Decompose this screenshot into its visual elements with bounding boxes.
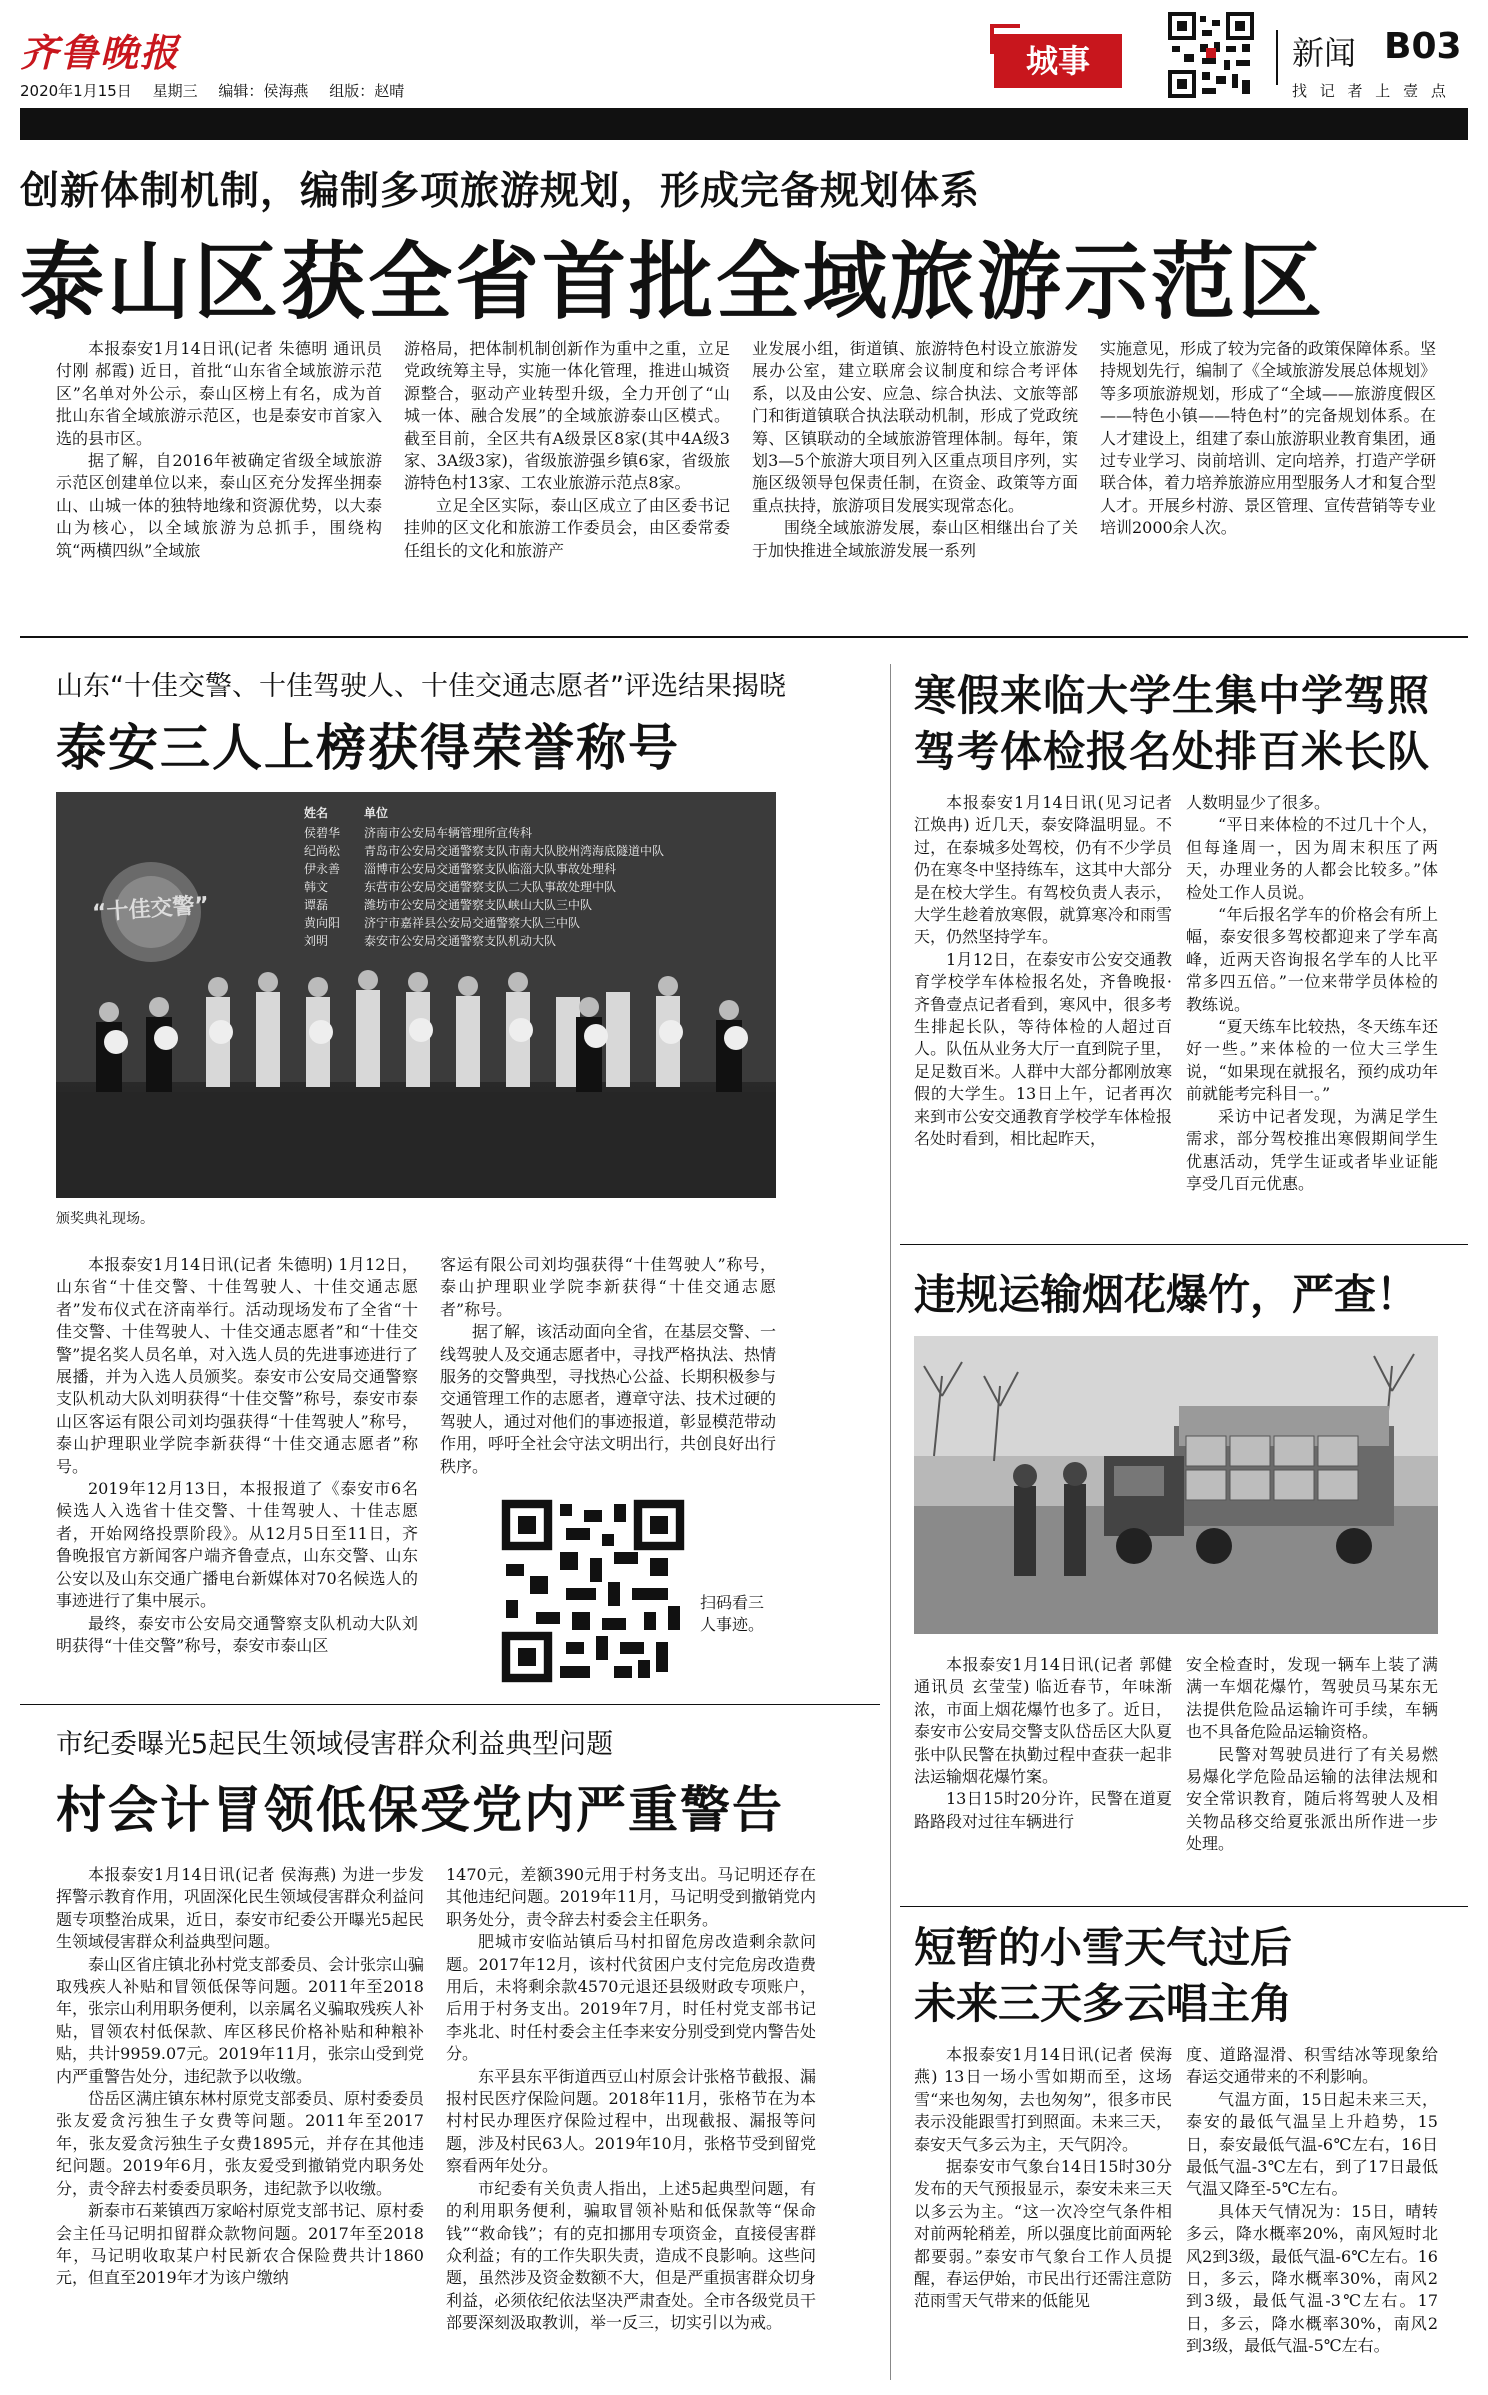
- honor-unit: 东营市公安局交通警察支队二大队事故处理中队: [364, 880, 617, 894]
- article6-para: 气温方面，15日起未来三天，泰安的最低气温呈上升趋势，15日，泰安最低气温-6℃左右，16日最低气温-3℃左右，到了17日最低气温又降至-5℃左右。: [1186, 2089, 1438, 2199]
- article2-subtitle: 山东“十佳交警、十佳驾驶人、十佳交通志愿者”评选结果揭晓: [56, 671, 786, 702]
- newspaper-logo: 齐鲁晚报: [20, 30, 181, 75]
- honor-name: 刘明: [304, 934, 329, 948]
- article3-para: “夏天练车比较热，冬天练车还好一些。”来体检的一位大三学生说，“如果现在就报名，预约成功年前就能考完科目一。”: [1186, 1017, 1438, 1104]
- article3-para: 人数明显少了很多。: [1186, 793, 1331, 812]
- article6-column-1: [914, 2044, 1172, 2313]
- honor-row: [304, 824, 764, 842]
- article3-para: “年后报名学车的价格会有所上幅，泰安很多驾校都迎来了学车高峰，近两天咨询报名学车的人比平常多四五倍。”一位来带学员体检的教练说。: [1186, 905, 1438, 1014]
- article2-qr-code-icon: [500, 1498, 686, 1684]
- article6-lead: 本报泰安1月14日讯(记者 侯海燕) 13日一场小雪如期而至，这场雪“来也匆匆，去也匆匆”，很多市民表示没能跟雪打到照面。未来三天，泰安天气多云为主，天气阴冷。: [914, 2045, 1172, 2154]
- honor-header-name: 姓名: [304, 806, 329, 820]
- issue-date: 2020年1月15日: [20, 82, 132, 100]
- article5-column-2: [446, 1864, 816, 2335]
- article4-headline: 违规运输烟花爆竹，严查！: [914, 1270, 1419, 1319]
- honor-name: 侯碧华: [304, 826, 341, 840]
- honor-row: [304, 932, 764, 950]
- article4-lead: 本报泰安1月14日讯(记者 郭健 通讯员 玄莹莹) 临近春节，年味渐浓，市面上烟花爆竹也多了。近日，泰安市公安局交警支队岱岳区大队夏张中队民警在执勤过程中查获一起非法运输烟花爆竹案。: [914, 1655, 1172, 1787]
- issue-weekday: 星期三: [152, 82, 198, 100]
- honor-unit: 济南市公安局车辆管理所宣传科: [364, 826, 533, 840]
- section-rule: [900, 1906, 1468, 1907]
- honor-row: [304, 896, 764, 914]
- award-ceremony-photo: [56, 792, 776, 1198]
- article3-para: “平日来体检的不过几十个人，但每逢周一，因为周末积压了两天，办理业务的人都会比较多。”体检处工作人员说。: [1186, 815, 1438, 902]
- article6-para: 据泰安市气象台14日15时30分发布的天气预报显示，泰安未来三天以多云为主。“这一次冷空气条件相对前两轮稍差，所以强度比前面两轮都要弱。”泰安市气象台工作人员提醒，春运伊始，市民出行还需注意防范雨雪天气带来的低能见: [914, 2157, 1172, 2311]
- top-black-bar: [20, 108, 1468, 140]
- article5-subtitle: 市纪委曝光5起民生领域侵害群众利益典型问题: [56, 1729, 614, 1760]
- article6-para: 具体天气情况为：15日，晴转多云，降水概率20%，南风短时北风2到3级，最低气温-6℃左右。16日，多云，降水概率30%，南风2到3级，最低气温-3℃左右。17日，多云，降水概率30%，南风2到3级，最低气温-5℃左右。: [1186, 2201, 1438, 2356]
- article5-para: 1470元，差额390元用于村务支出。马记明还存在其他违纪问题。2019年11月，马记明受到撤销党内职务处分，责令辞去村委会主任职务。: [446, 1865, 816, 1929]
- article1-column-1: [56, 338, 382, 562]
- article3-headline-line2: 驾考体检报名处排百米长队: [914, 727, 1431, 776]
- article1-para: 立足全区实际，泰山区成立了由区委书记挂帅的区文化和旅游工作委员会，由区委常委任组长的文化和旅游产: [404, 495, 730, 560]
- section-rule: [900, 1244, 1468, 1245]
- editor-credit: 编辑：侯海燕: [218, 82, 309, 100]
- article3-para: 采访中记者发现，为满足学生需求，部分驾校推出寒假期间学生优惠活动，凭学生证或者毕业证能享受几百元优惠。: [1186, 1106, 1438, 1193]
- honor-name: 黄向阳: [304, 916, 341, 930]
- article5-para: 泰山区省庄镇北孙村党支部委员、会计张宗山骗取残疾人补贴和冒领低保等问题。2011年至2018年，张宗山利用职务便利，以亲属名义骗取残疾人补贴，冒领农村低保款、库区移民价格补贴和种粮补贴，共计9959.07元。2019年11月，张宗山受到党内严重警告处分，违纪款予以收缴。: [56, 1954, 425, 2086]
- article4-para: 安全检查时，发现一辆车上装了满满一车烟花爆竹，驾驶员马某东无法提供危险品运输许可手续，车辆也不具备危险品运输资格。: [1186, 1655, 1438, 1742]
- article6-column-2: [1186, 2044, 1438, 2358]
- article1-para: 游格局，把体制机制创新作为重中之重，立足党政统筹主导，实施一体化管理，推进山城资源整合，驱动产业转型升级，全力开创了“山城一体、融合发展”的全域旅游泰山区模式。截至目前，全区共有A级景区8家(其中4A级3家、3A级3家)，省级旅游强乡镇6家，省级旅游特色村13家、工农业旅游示范点8家。: [404, 339, 730, 493]
- article1-subtitle: 创新体制机制，编制多项旅游规划，形成完备规划体系: [20, 169, 981, 214]
- section-banner: [990, 12, 1130, 92]
- honor-row: [304, 860, 764, 878]
- honor-rows: [304, 824, 764, 950]
- article1-column-2: [404, 338, 730, 562]
- article5-para: 东平县东平街道西豆山村原会计张格节截报、漏报村民医疗保险问题。2018年11月，张格节在为本村村民办理医疗保险过程中，出现截报、漏报等问题，涉及村民63人。2019年10月，张格节受到留党察看两年处分。: [446, 2066, 816, 2176]
- article2-column-2: [440, 1254, 776, 1478]
- article1-para: 围绕全域旅游发展，泰山区相继出台了关于加快推进全域旅游发展一系列: [752, 518, 1078, 560]
- page-number: B03: [1384, 26, 1462, 67]
- qr-caption: 扫码看三人事迹。: [700, 1593, 765, 1634]
- column-divider: [890, 1710, 891, 2380]
- article3-lead: 本报泰安1月14日讯(见习记者 江焕冉) 近几天，泰安降温明显。不过，在泰城多处驾校，仍有不少学员仍在寒冬中坚持练车，这其中大部分是在校大学生。有驾校负责人表示，大学生趁着放寒假，就算寒冷和雨雪天，仍然坚持学车。: [914, 793, 1172, 947]
- photo-caption: 颁奖典礼现场。: [56, 1211, 154, 1227]
- article4-para: 民警对驾驶员进行了有关易燃易爆化学危险品运输的法律法规和安全常识教育，随后将驾驶人及相关物品移交给夏张派出所作进一步处理。: [1186, 1744, 1438, 1854]
- article5-para: 新泰市石莱镇西万家峪村原党支部书记、原村委会主任马记明扣留群众款物问题。2017年至2018年，马记明收取某户村民新农合保险费共计1860元，但直至2019年才为该户缴纳: [56, 2201, 425, 2288]
- article2-para: 最终，泰安市公安局交通警察支队机动大队刘明获得“十佳交警”称号，泰安市泰山区: [56, 1613, 418, 1655]
- article5-para: 肥城市安临站镇后马村扣留危房改造剩余款问题。2017年12月，该村代贫困户支付完危房改造费用后，未将剩余款4570元退还县级财政专项账户，后用于村务支出。2019年7月，时任村党支部书记李兆北、时任村委会主任李来安分别受到党内警告处分。: [446, 1932, 816, 2064]
- article2-para: 据了解，该活动面向全省，在基层交警、一线驾驶人及交通志愿者中，寻找严格执法、热情服务的交警典型，寻找热心公益、长期积极参与交通管理工作的志愿者，遵章守法、技术过硬的驾驶人，通过对他们的事迹报道，彰显模范带动作用，呼吁全社会守法文明出行，共创良好出行秩序。: [440, 1322, 777, 1476]
- article3-headline-line1: 寒假来临大学生集中学驾照: [914, 671, 1431, 720]
- qr-code-icon: [1166, 10, 1256, 100]
- section-rule: [20, 636, 1468, 638]
- section-label: 城事: [994, 34, 1122, 88]
- article1-para: 据了解，自2016年被确定省级全域旅游示范区创建单位以来，泰山区充分发挥坐拥泰山、山城一体的独特地缘和资源优势，以大泰山为核心，以全域旅游为总抓手，围绕构筑“两横四纵”全域旅: [56, 451, 382, 560]
- reporter-tagline: 找 记 者 上 壹 点: [1292, 82, 1450, 100]
- article2-column-1: [56, 1254, 418, 1657]
- article2-para: 2019年12月13日，本报报道了《泰安市6名候选人入选省十佳交警、十佳驾驶人、十佳志愿者，开始网络投票阶段》。从12月5日至11日，齐鲁晚报官方新闻客户端齐鲁壹点，山东交警、山东公安以及山东交通广播电台新媒体对70名候选人的事迹进行了集中展示。: [56, 1479, 418, 1611]
- article5-para: 岱岳区满庄镇东林村原党支部委员、原村委委员张友爱贪污独生子女费等问题。2011年至2017年，张友爱贪污独生子女费1895元，并存在其他违纪问题。2019年6月，张友爱受到撤销党内职务处分，责令辞去村委委员职务，违纪款予以收缴。: [56, 2089, 425, 2198]
- honor-unit: 泰安市公安局交通警察支队机动大队: [364, 934, 557, 948]
- article2-para: 客运有限公司刘均强获得“十佳驾驶人”称号，泰山护理职业学院李新获得“十佳交通志愿者”称号。: [440, 1255, 776, 1319]
- article6-para: 度、道路湿滑、积雪结冰等现象给春运交通带来的不利影响。: [1186, 2045, 1438, 2087]
- honor-unit: 青岛市公安局交通警察支队市南大队胶州湾海底隧道中队: [364, 844, 665, 858]
- honor-unit: 济宁市嘉祥县公安局交通警察大队三中队: [364, 916, 581, 930]
- article1-headline: 泰山区获全省首批全域旅游示范区: [20, 233, 1326, 331]
- section-rule: [20, 1704, 880, 1705]
- article6-headline-line2: 未来三天多云唱主角: [914, 1979, 1293, 2028]
- article3-headline: [914, 668, 1430, 780]
- honor-name: 伊永善: [304, 862, 341, 876]
- article5-headline: 村会计冒领低保受党内严重警告: [56, 1781, 784, 1839]
- honor-row: [304, 878, 764, 896]
- article1-column-3: [752, 338, 1078, 562]
- honor-row: [304, 842, 764, 860]
- honor-row: [304, 914, 764, 932]
- masthead-divider: [1276, 30, 1278, 85]
- honor-unit: 潍坊市公安局交通警察支队峡山大队三中队: [364, 898, 593, 912]
- honor-list-board: [304, 804, 764, 950]
- article2-headline: 泰安三人上榜获得荣誉称号: [56, 719, 680, 777]
- honor-name: 韩文: [304, 880, 329, 894]
- honor-header-unit: 单位: [364, 806, 389, 820]
- article3-para: 1月12日，在泰安市公安交通教育学校学车体检报名处，齐鲁晚报·齐鲁壹点记者看到，寒风中，很多考生排起长队，等待体检的人超过百人。队伍从业务大厅一直到院子里，足足数百米。人群中大部分都刚放寒假的大学生。13日上午，记者再次来到市公安交通教育学校学车体检报名处时看到，相比起昨天，: [914, 949, 1172, 1149]
- article5-column-1: [56, 1864, 424, 2290]
- article3-column-1: [914, 792, 1172, 1151]
- article6-headline-line1: 短暂的小雪天气过后: [914, 1923, 1293, 1972]
- truck-photo-illustration: [914, 1336, 1438, 1634]
- dateline: [20, 80, 420, 101]
- article1-column-4: [1100, 338, 1436, 540]
- article1-lead: 本报泰安1月14日讯(记者 朱德明 通讯员 付刚 郝霞) 近日，首批“山东省全域旅游示范区”名单对外公示，泰山区榜上有名，成为首批山东省全域旅游示范区，也是泰安市首家入选的县市区。: [56, 339, 382, 448]
- fireworks-truck-photo: [914, 1336, 1438, 1634]
- article2-lead: 本报泰安1月14日讯(记者 朱德明) 1月12日，山东省“十佳交警、十佳驾驶人、十佳交通志愿者”发布仪式在济南举行。活动现场发布了全省“十佳交警、十佳驾驶人、十佳交通志愿者”和“十佳交警”提名奖人员名单，对入选人员的先进事迹进行了展播，并为入选人员颁奖。泰安市公安局交通警察支队机动大队刘明获得“十佳交警”称号，泰安市泰山区客运有限公司刘均强获得“十佳驾驶人”称号，泰山护理职业学院李新获得“十佳交通志愿者”称号。: [56, 1255, 418, 1476]
- article1-para: 业发展小组，街道镇、旅游特色村设立旅游发展办公室，建立联席会议制度和综合考评体系，以及由公安、应急、综合执法、文旅等部门和街道镇联合执法联动机制，形成了党政统筹、区镇联动的全域旅游管理体制。每年，策划3—5个旅游大项目列入区重点项目序列，实施区级领导包保责任制，在资金、政策等方面重点扶持，旅游项目发展实现常态化。: [752, 339, 1078, 515]
- article3-column-2: [1186, 792, 1438, 1195]
- article4-column-1: [914, 1654, 1172, 1833]
- article5-para: 市纪委有关负责人指出，上述5起典型问题，有的利用职务便利，骗取冒领补贴和低保款等“保命钱”“救命钱”；有的克扣挪用专项资金，直接侵害群众利益；有的工作失职失责，造成不良影响。这些问题，虽然涉及资金数额不大，但是严重损害群众切身利益，必须依纪依法坚决严肃查处。全市各级党员干部要深刻汲取教训，举一反三，切实引以为戒。: [446, 2178, 816, 2333]
- news-label: 新闻: [1292, 34, 1357, 72]
- article4-para: 13日15时20分许，民警在道夏路路段对过往车辆进行: [914, 1789, 1172, 1831]
- honor-unit: 淄博市公安局交通警察支队临淄大队事故处理科: [364, 862, 617, 876]
- article1-para: 实施意见，形成了较为完备的政策保障体系。坚持规划先行，编制了《全域旅游发展总体规划》等多项旅游规划，形成了“全域——旅游度假区——特色小镇——特色村”的完备规划体系。在人才建设上，组建了泰山旅游职业教育集团，通过专业学习、岗前培训、定向培养，打造产学研联合体，着力培养旅游应用型服务人才和复合型人才。开展乡村游、景区管理、宣传营销等专业培训2000余人次。: [1100, 339, 1437, 538]
- honor-name: 纪尚松: [304, 844, 341, 858]
- article6-headline: [914, 1920, 1292, 2032]
- honor-name: 谭磊: [304, 898, 329, 912]
- article5-lead: 本报泰安1月14日讯(记者 侯海燕) 为进一步发挥警示教育作用，巩固深化民生领域侵害群众利益问题专项整治成果，近日，泰安市纪委公开曝光5起民生领域侵害群众利益典型问题。: [56, 1865, 425, 1952]
- photo-slogan: “十佳交警”: [91, 892, 210, 927]
- article4-column-2: [1186, 1654, 1438, 1856]
- layout-credit: 组版：赵晴: [329, 82, 405, 100]
